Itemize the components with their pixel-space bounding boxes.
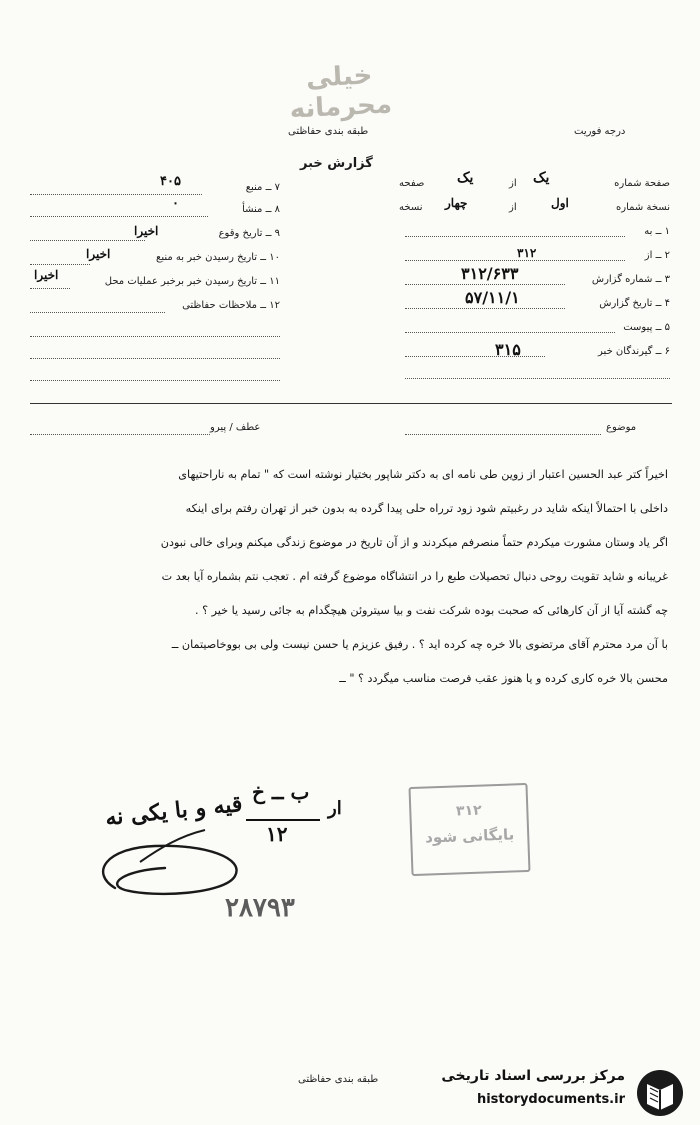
field-origin	[30, 196, 280, 222]
urgency-label: درجه فوریت	[574, 126, 626, 137]
field-label: ۹ ــ تاریخ وقوع	[218, 228, 280, 239]
field-value: ۰	[172, 196, 179, 211]
logo-title: مرکز بررسی اسناد تاریخی	[441, 1068, 625, 1084]
report-body	[42, 458, 668, 696]
dotted-line	[405, 378, 670, 379]
top-secrecy-stamp: خیلی محرمانه	[288, 60, 393, 125]
stamp-line-2: بایگانی شود	[424, 825, 515, 847]
field-source-receipt-date	[30, 247, 280, 270]
dotted-line	[30, 240, 145, 241]
body-line: محسن بالا خره کاری کرده و یا هنوز عقب فرصت مناسب میگردد ؟ " ــ	[339, 672, 668, 685]
field-from	[405, 246, 670, 266]
classification-label: طبقه بندی حفاظتی	[288, 126, 369, 137]
field-label: نسخة شماره	[616, 202, 670, 213]
field-label: ۶ ــ گیرندگان خبر	[598, 346, 670, 357]
field-suffix: صفحه	[399, 178, 425, 189]
field-label: صفحة شماره	[614, 178, 670, 189]
book-logo-icon	[635, 1068, 685, 1118]
field-ops-receipt-date	[30, 268, 280, 294]
field-copy-number	[399, 196, 670, 218]
field-value: ۴۰۵	[160, 174, 181, 189]
field-occurrence-date	[30, 226, 280, 246]
field-label: ۷ ــ منبع	[245, 182, 280, 193]
dotted-line	[30, 194, 202, 195]
field-to	[405, 222, 670, 242]
body-line: اگر یاد وستان مشورت میکردم حتماً منصرفم میکردند و از آن تاریخ در موضوع زندگی میکنم وبرای خالی نبودن	[160, 536, 668, 549]
field-label: ۵ ــ پیوست	[623, 322, 670, 333]
field-value-2: چهار	[445, 196, 468, 210]
dotted-line	[30, 434, 210, 435]
body-line: با آن مرد محترم آقای مرتضوی بالا خره چه کرده اید ؟ . رفیق عزیزم یا حسن نیست ولی بی بووخاصیتمان ــ	[171, 638, 668, 651]
field-label: ۲ ــ از	[644, 250, 670, 261]
field-mid: از	[509, 178, 517, 189]
field-value: ۵۷/۱۱/۱	[465, 288, 520, 307]
reference-label: عطف / پیرو	[210, 422, 261, 433]
field-value: اول	[551, 196, 569, 210]
note-top: ب ــ خ	[252, 780, 310, 804]
dotted-line	[405, 260, 625, 261]
field-value: ۳۱۲/۶۳۳	[461, 264, 519, 283]
note-bottom: ۱۲	[266, 822, 288, 846]
handwritten-number: ۲۸۷۹۳	[225, 893, 295, 923]
body-line: اخیراً کتر عبد الحسین اعتبار از زوین طی نامه ای به دکتر شاپور بختیار نوشته است که " تمام به ناراحتیهای	[178, 468, 668, 481]
field-attachment	[405, 318, 670, 338]
archive-stamp	[408, 783, 530, 876]
field-report-number	[405, 264, 670, 290]
field-page-number	[399, 170, 670, 194]
dotted-line	[405, 236, 625, 237]
field-recipients	[405, 342, 670, 362]
signature-text: قیه و با یکی نه	[104, 790, 244, 832]
field-security-notes	[30, 298, 280, 318]
field-value: اخیرا	[86, 247, 111, 261]
report-title: گزارش خبر	[300, 156, 373, 171]
field-value: اخیرا	[134, 224, 159, 238]
field-suffix: نسخه	[399, 202, 423, 213]
dotted-line	[30, 358, 280, 359]
body-line: داخلی با احتمالاً اینکه شاید در رغبیتم شود زود ترراه حلی پیدا گرده به بدون خبر از تهران رفتم برای اینکه	[185, 502, 668, 515]
field-value: یک	[533, 170, 550, 186]
dotted-line	[30, 216, 208, 217]
dotted-line	[30, 312, 165, 313]
dotted-line	[405, 356, 545, 357]
field-label: ۴ ــ تاریخ گزارش	[599, 298, 670, 309]
dotted-line	[30, 380, 280, 381]
body-line: غریبانه و شاید تقویت روحی دنبال تحصیلات طبع را در انتشاگاه موضوع گرفته ام . تعجب نتم بشماره آیا بعد ت	[161, 570, 668, 583]
dotted-line	[405, 434, 601, 435]
field-report-date	[405, 288, 670, 314]
dotted-line	[405, 284, 565, 285]
dotted-line	[405, 332, 615, 333]
dotted-line	[30, 288, 70, 289]
dotted-line	[30, 264, 90, 265]
logo-url: historydocuments.ir	[476, 1092, 625, 1107]
field-label: ۱۱ ــ تاریخ رسیدن خبر برخبر عملیات محل	[104, 276, 280, 287]
archive-logo	[418, 1066, 693, 1121]
field-label: ۱۰ ــ تاریخ رسیدن خبر به منبع	[156, 252, 280, 263]
field-value: ۳۱۵	[495, 340, 521, 359]
dotted-line	[405, 308, 565, 309]
dotted-line	[30, 336, 280, 337]
field-label: ۸ ــ منشأ	[242, 204, 280, 215]
subject-label: موضوع	[606, 422, 637, 433]
field-value-2: یک	[457, 170, 474, 186]
field-source	[30, 174, 280, 200]
stamp-line-1: ۳۱۲	[455, 802, 482, 820]
field-mid: از	[509, 202, 517, 213]
field-value: ۳۱۲	[517, 246, 537, 260]
field-label: ۳ ــ شماره گزارش	[591, 274, 670, 285]
field-label: ۱۲ ــ ملاحظات حفاظتی	[182, 300, 280, 311]
handwritten-note	[230, 776, 370, 866]
footer-classification-label: طبقه بندی حفاظتی	[298, 1074, 379, 1085]
note-prefix: ار	[328, 798, 342, 819]
body-line: چه گشته آیا از آن کارهائی که صحبت بوده شرکت نفت و بیا سیتروئن هیچگدام به جائی رسید یا خیر ؟ .	[195, 604, 668, 617]
separator-line	[30, 403, 672, 404]
field-label: ۱ ــ به	[644, 226, 670, 237]
field-value: اخیرا	[34, 268, 59, 282]
